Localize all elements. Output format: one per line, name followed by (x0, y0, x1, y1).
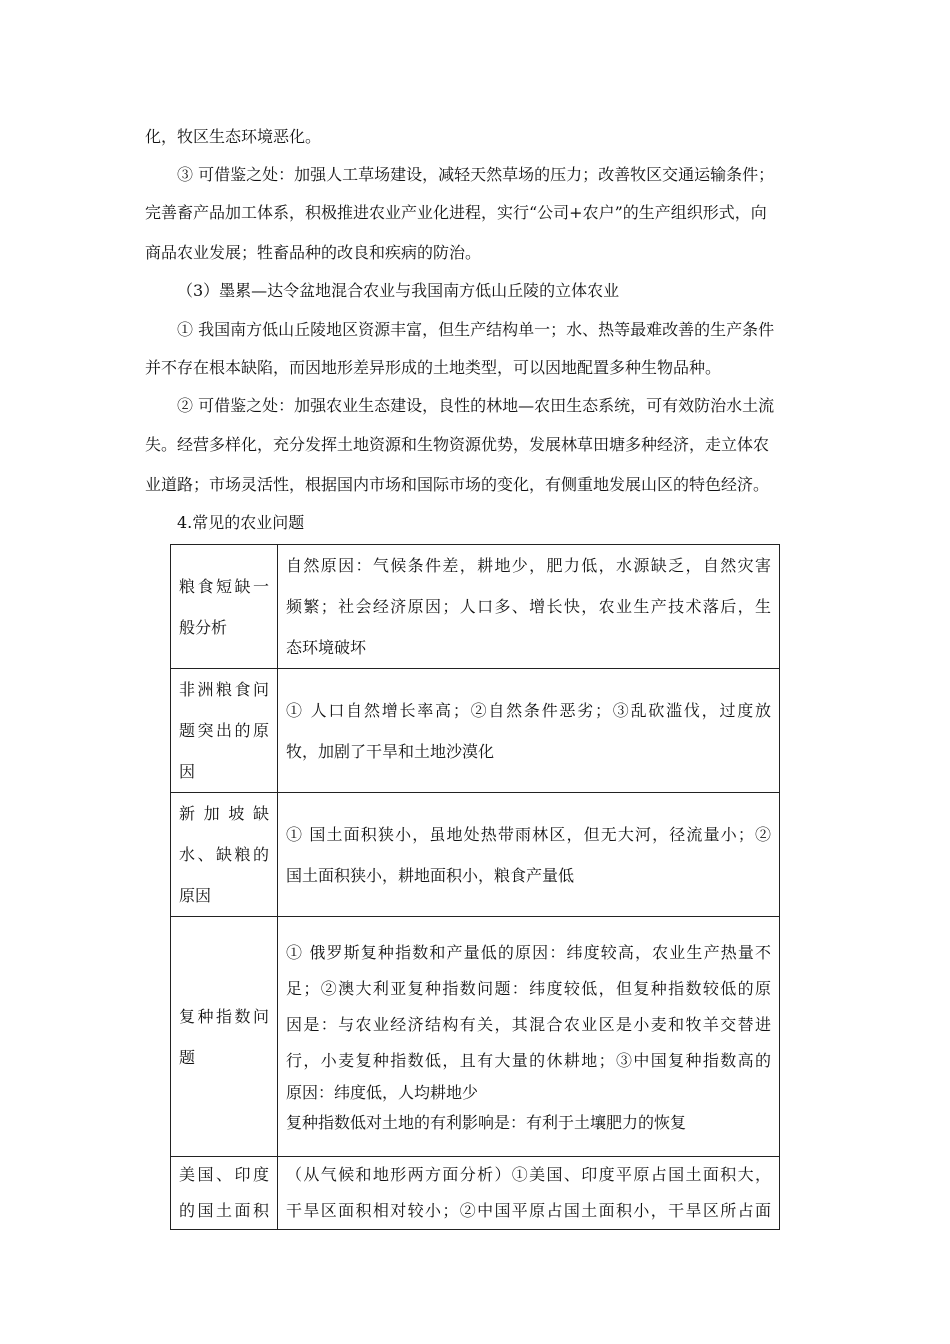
content-line: 原因：纬度低，人均耕地少 (286, 1082, 479, 1102)
content-line: 复种指数低对土地的有利影响是：有利于土壤肥力的恢复 (286, 1112, 687, 1132)
row-label (171, 793, 278, 917)
table-row (171, 1157, 780, 1230)
row-content (278, 1157, 780, 1230)
label-line: 粮食短缺一 (179, 576, 269, 596)
paragraph-line: 商品农业发展；牲畜品种的改良和疾病的防治。 (145, 243, 482, 262)
row-content (278, 545, 780, 669)
paragraph-line: ② 可借鉴之处：加强农业生态建设，良性的林地—农田生态系统，可有效防治水土流 (177, 396, 775, 415)
label-line: 般分析 (179, 617, 228, 637)
row-label (171, 545, 278, 669)
content-line: 行，小麦复种指数低，且有大量的休耕地；③中国复种指数高的 (286, 1050, 771, 1070)
label-line: 的国土面积 (179, 1201, 269, 1220)
label-line: 新加坡缺 (179, 804, 269, 823)
section-heading: 4.常见的农业问题 (177, 513, 305, 532)
table-row (171, 917, 780, 1157)
row-label (171, 1157, 278, 1230)
content-line: 国土面积狭小，耕地面积小，粮食产量低 (286, 865, 575, 885)
paragraph-line: 并不存在根本缺陷，而因地形差异形成的土地类型，可以因地配置多种生物品种。 (145, 358, 722, 377)
content-line: 牧，加剧了干旱和土地沙漠化 (286, 741, 495, 761)
row-content (278, 793, 780, 917)
label-line: 复种指数问 (179, 1006, 269, 1026)
label-line: 因 (179, 762, 196, 781)
paragraph-line: ① 我国南方低山丘陵地区资源丰富，但生产结构单一；水、热等最难改善的生产条件 (177, 320, 775, 339)
content-line: 频繁；社会经济原因；人口多、增长快，农业生产技术落后，生 (286, 597, 771, 616)
content-line: 因是：与农业经济结构有关，其混合农业区是小麦和牧羊交替进 (286, 1014, 771, 1034)
paragraph-line: 完善畜产品加工体系，积极推进农业产业化进程，实行“公司+农户”的生产组织形式，向 (145, 203, 767, 222)
content-line: ① 俄罗斯复种指数和产量低的原因：纬度较高，农业生产热量不 (286, 942, 771, 962)
content-line: （从气候和地形两方面分析）①美国、印度平原占国土面积大， (286, 1165, 771, 1184)
row-label (171, 669, 278, 793)
content-line: 自然原因：气候条件差，耕地少，肥力低，水源缺乏，自然灾害 (286, 556, 771, 575)
label-line: 原因 (179, 886, 212, 905)
row-label (171, 917, 278, 1157)
table-row (171, 545, 780, 669)
label-line: 美国、印度 (179, 1165, 269, 1184)
content-line: ① 人口自然增长率高；②自然条件恶劣；③乱砍滥伐，过度放 (286, 700, 771, 720)
paragraph-line: ③ 可借鉴之处：加强人工草场建设，减轻天然草场的压力；改善牧区交通运输条件； (177, 165, 775, 184)
label-line: 题 (179, 1047, 196, 1067)
content-line: 干旱区面积相对较小；②中国平原占国土面积小，干旱区所占面 (286, 1201, 771, 1220)
label-line: 题突出的原 (179, 721, 269, 740)
table-row (171, 669, 780, 793)
paragraph-line: 业道路；市场灵活性，根据国内市场和国际市场的变化，有侧重地发展山区的特色经济。 (145, 475, 770, 494)
row-content (278, 917, 780, 1157)
agriculture-problems-table (170, 544, 780, 1230)
content-line: ① 国土面积狭小，虽地处热带雨林区，但无大河，径流量小；② (286, 824, 771, 844)
label-line: 水、缺粮的 (179, 845, 269, 864)
content-line: 足；②澳大利亚复种指数问题：纬度较低，但复种指数较低的原 (286, 978, 771, 998)
row-content (278, 669, 780, 793)
label-line: 非洲粮食问 (179, 680, 269, 699)
content-line: 态环境破坏 (286, 638, 367, 657)
paragraph-line: 化，牧区生态环境恶化。 (145, 127, 322, 146)
paragraph-line: （3）墨累—达令盆地混合农业与我国南方低山丘陵的立体农业 (177, 281, 620, 300)
paragraph-line: 失。经营多样化，充分发挥土地资源和生物资源优势，发展林草田塘多种经济，走立体农 (145, 435, 770, 454)
table-row (171, 793, 780, 917)
